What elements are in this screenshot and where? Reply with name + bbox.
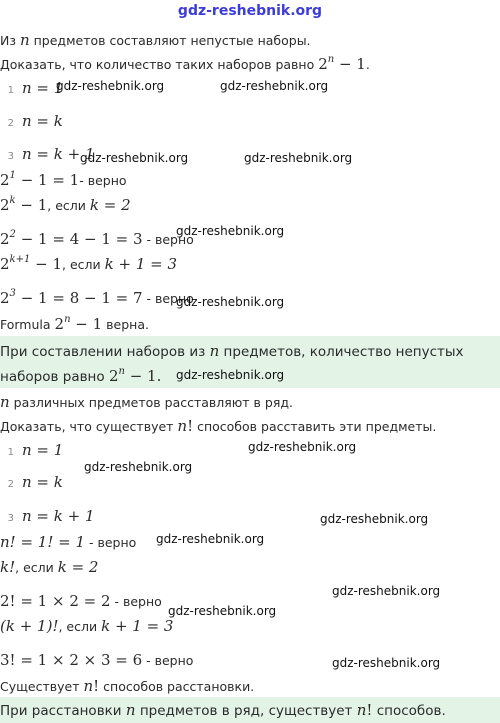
task2-check-3: 3! = 1 × 2 × 3 = 6 - верно: [0, 651, 194, 669]
watermark: gdz-reshebnik.org: [248, 440, 357, 454]
watermark: gdz-reshebnik.org: [320, 512, 429, 526]
task2-conclusion-line: При расстановки n предметов в ряд, существует n! способов.: [0, 701, 446, 719]
task1-intro: Из n предметов составляют непустые наборы.: [0, 31, 311, 49]
task2-step-3: 3 n = k + 1: [7, 507, 95, 525]
task2-intro: n различных предметов расставляют в ряд.: [0, 393, 293, 411]
site-title[interactable]: gdz-reshebnik.org: [177, 3, 323, 19]
watermark: gdz-reshebnik.org: [80, 151, 189, 165]
watermark: gdz-reshebnik.org: [176, 295, 285, 309]
watermark: gdz-reshebnik.org: [56, 79, 165, 93]
task1-assume-k: 2$^k$ − 1, если k = 2: [0, 195, 131, 214]
task1-conclusion-line-2: наборов равно $2^n - 1$.: [0, 366, 162, 385]
task2-assume-k: k!, если k = 2: [0, 558, 99, 576]
task1-step-1: 1 n = 1: [7, 79, 64, 97]
watermark: gdz-reshebnik.org: [176, 368, 285, 382]
task1-step-3: 3 n = k + 1: [7, 145, 95, 163]
task1-prove: Доказать, что количество таких наборов равно $2^n - 1$.: [0, 54, 370, 73]
task2-conclusion-band: [0, 697, 500, 723]
task2-check-2: 2! = 1 × 2 = 2 - верно: [0, 592, 162, 610]
task2-step-2: 2 n = k: [7, 473, 63, 491]
task1-check-2: $2^2 - 1 = 4 - 1 = 3$ - верно: [0, 229, 194, 248]
watermark: gdz-reshebnik.org: [176, 224, 285, 238]
task1-conclusion-line-1: При составлении наборов из n предметов, количество непустых: [0, 342, 464, 360]
task1-check-1: $2^1 - 1 = 1-$ верно: [0, 170, 127, 189]
task2-assume-k1: (k + 1)!, если k + 1 = 3: [0, 617, 174, 635]
watermark: gdz-reshebnik.org: [220, 79, 329, 93]
task1-step-2: 2 n = k: [7, 112, 63, 130]
watermark: gdz-reshebnik.org: [332, 584, 441, 598]
watermark: gdz-reshebnik.org: [156, 532, 265, 546]
watermark: gdz-reshebnik.org: [332, 656, 441, 670]
task1-formula: Formula $2^n - 1$ верна.: [0, 314, 149, 333]
watermark: gdz-reshebnik.org: [84, 460, 193, 474]
task2-prove: Доказать, что существует n! способов расставить эти предметы.: [0, 417, 437, 435]
task1-assume-k1: $2^{k+1} - 1$, если k + 1 = 3: [0, 254, 178, 273]
watermark: gdz-reshebnik.org: [244, 151, 353, 165]
task2-step-1: 1 n = 1: [7, 441, 64, 459]
task2-exists: Существует n! способов расстановки.: [0, 677, 255, 695]
watermark: gdz-reshebnik.org: [168, 604, 277, 618]
task1-check-3: $2^3 - 1 = 8 - 1 = 7$ - верно: [0, 288, 194, 307]
task2-check-1: n! = 1! = 1 - верно: [0, 533, 137, 551]
